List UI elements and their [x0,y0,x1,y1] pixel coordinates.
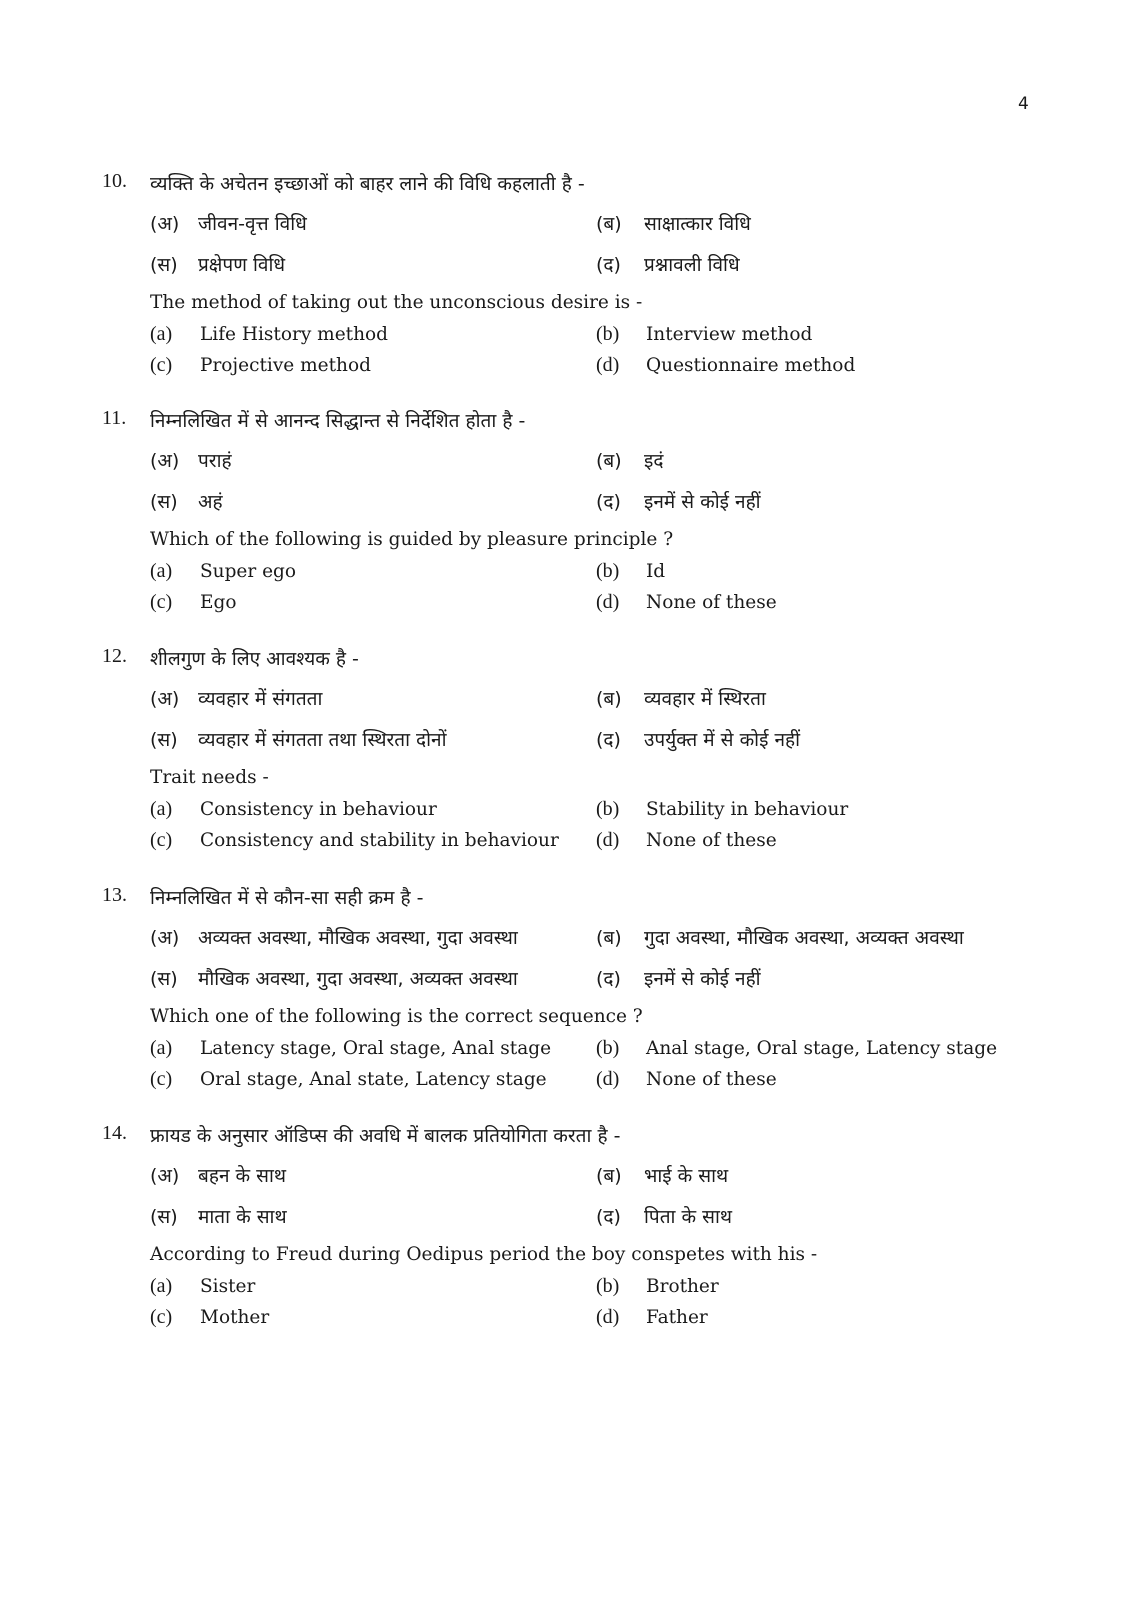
question-number: 14. [102,1122,127,1144]
question-text-english: Trait needs - [150,767,269,788]
option-english-b [596,323,812,346]
option-hindi-a [150,685,322,711]
question-14 [102,1122,1032,1337]
question-text-hindi: शीलगुण के लिए आवश्यक है - [150,648,359,670]
option-english-c [150,591,237,614]
option-label: (d) [596,591,620,613]
option-label: (ब) [596,213,622,235]
option-text: Consistency in behaviour [200,799,437,820]
option-text: Super ego [200,561,297,582]
option-text: Life History method [200,324,388,345]
option-label: (ब) [596,450,622,472]
option-text: Consistency and stability in behaviour [200,830,559,851]
option-text: पिता के साथ [644,1206,733,1228]
option-label: (b) [596,323,620,345]
option-text: Anal stage, Oral stage, Latency stage [646,1038,998,1059]
option-label: (a) [150,1037,173,1059]
option-text: प्रश्नावली विधि [644,254,740,276]
option-label: (d) [596,829,620,851]
option-text: Interview method [646,324,813,345]
option-hindi-c [150,965,518,991]
option-hindi-b [596,685,766,711]
option-text: व्यवहार में स्थिरता [644,688,766,710]
option-text: व्यवहार में संगतता [198,688,323,710]
option-label: (c) [150,354,173,376]
option-hindi-a [150,210,307,236]
question-number: 11. [102,407,127,429]
option-label: (ब) [596,927,622,949]
option-label: (स) [150,491,178,513]
option-text: साक्षात्कार विधि [644,213,751,235]
option-english-a [150,560,296,583]
option-text: इदं [644,450,664,472]
option-text: अहं [198,491,223,513]
option-label: (d) [596,1068,620,1090]
option-label: (c) [150,1306,173,1328]
option-text: अव्यक्त अवस्था, मौखिक अवस्था, गुदा अवस्था [198,927,518,949]
option-hindi-c [150,488,223,514]
option-label: (d) [596,354,620,376]
option-label: (स) [150,1206,178,1228]
option-label: (अ) [150,688,180,710]
option-hindi-c [150,1203,287,1229]
question-number: 12. [102,645,127,667]
option-text: Father [646,1307,708,1328]
option-label: (a) [150,1275,173,1297]
option-english-c [150,354,371,377]
option-label: (द) [596,968,621,990]
option-text: भाई के साथ [644,1165,729,1187]
option-text: Questionnaire method [646,355,856,376]
option-label: (b) [596,560,620,582]
option-text: Mother [200,1307,270,1328]
option-english-c [150,1306,269,1329]
option-text: Brother [646,1276,719,1297]
option-english-b [596,1275,719,1298]
option-text: None of these [646,830,777,851]
question-11 [102,407,1032,622]
option-english-d [596,1306,708,1329]
option-label: (d) [596,1306,620,1328]
question-text-english: According to Freud during Oedipus period the boy conspetes with his - [150,1244,818,1265]
option-text: इनमें से कोई नहीं [644,491,761,513]
question-13 [102,884,1032,1099]
option-hindi-b [596,447,663,473]
option-label: (द) [596,491,621,513]
option-english-a [150,798,437,821]
page-number: 4 [1018,94,1029,114]
option-label: (ब) [596,688,622,710]
option-text: Stability in behaviour [646,799,849,820]
option-label: (b) [596,798,620,820]
option-english-b [596,1037,997,1060]
option-label: (c) [150,1068,173,1090]
option-hindi-a [150,447,232,473]
option-hindi-a [150,924,518,950]
option-hindi-a [150,1162,286,1188]
option-label: (अ) [150,213,180,235]
option-hindi-d [596,1203,732,1229]
option-hindi-d [596,251,740,277]
option-text: जीवन-वृत्त विधि [198,213,307,235]
option-text: Projective method [200,355,371,376]
option-label: (अ) [150,450,180,472]
option-text: माता के साथ [198,1206,287,1228]
option-hindi-d [596,965,761,991]
option-label: (द) [596,729,621,751]
question-number: 13. [102,884,127,906]
option-label: (b) [596,1037,620,1059]
option-text: मौखिक अवस्था, गुदा अवस्था, अव्यक्त अवस्था [198,968,518,990]
option-english-c [150,829,559,852]
option-english-a [150,323,388,346]
question-text-english: Which of the following is guided by pleasure principle ? [150,529,674,550]
question-text-english: Which one of the following is the correct sequence ? [150,1006,643,1027]
question-text-hindi: फ्रायड के अनुसार ऑडिप्स की अवधि में बालक प्रतियोगिता करता है - [150,1125,621,1147]
option-label: (a) [150,798,173,820]
option-label: (b) [596,1275,620,1297]
option-hindi-c [150,251,285,277]
question-number: 10. [102,170,127,192]
option-text: Sister [200,1276,256,1297]
option-hindi-d [596,726,800,752]
option-english-a [150,1037,551,1060]
option-label: (c) [150,829,173,851]
option-english-d [596,829,777,852]
option-text: गुदा अवस्था, मौखिक अवस्था, अव्यक्त अवस्था [644,927,964,949]
option-hindi-b [596,210,751,236]
option-text: बहन के साथ [198,1165,287,1187]
option-label: (a) [150,560,173,582]
option-label: (a) [150,323,173,345]
question-text-english: The method of taking out the unconscious desire is - [150,292,643,313]
option-hindi-b [596,1162,728,1188]
option-label: (अ) [150,927,180,949]
option-text: None of these [646,1069,777,1090]
option-text: व्यवहार में संगतता तथा स्थिरता दोनों [198,729,447,751]
question-text-hindi: निम्नलिखित में से आनन्द सिद्धान्त से निर्देशित होता है - [150,410,526,432]
option-hindi-c [150,726,447,752]
question-text-hindi: निम्नलिखित में से कौन-सा सही क्रम है - [150,887,424,909]
option-english-a [150,1275,255,1298]
option-label: (ब) [596,1165,622,1187]
question-10 [102,170,1032,385]
option-text: इनमें से कोई नहीं [644,968,761,990]
option-hindi-b [596,924,964,950]
option-english-d [596,1068,777,1091]
option-english-c [150,1068,547,1091]
option-text: Ego [200,592,237,613]
option-text: None of these [646,592,777,613]
option-text: Id [646,561,666,582]
option-label: (स) [150,254,178,276]
option-text: प्रक्षेपण विधि [198,254,286,276]
question-12 [102,645,1032,860]
option-label: (स) [150,729,178,751]
option-english-b [596,798,848,821]
option-hindi-d [596,488,761,514]
option-label: (अ) [150,1165,180,1187]
option-label: (स) [150,968,178,990]
option-label: (c) [150,591,173,613]
option-label: (द) [596,1206,621,1228]
option-english-b [596,560,665,583]
option-text: Latency stage, Oral stage, Anal stage [200,1038,552,1059]
option-text: Oral stage, Anal state, Latency stage [200,1069,547,1090]
option-text: पराहं [198,450,232,472]
question-text-hindi: व्यक्ति के अचेतन इच्छाओं को बाहर लाने की विधि कहलाती है - [150,173,585,195]
option-english-d [596,354,855,377]
option-text: उपर्युक्त में से कोई नहीं [644,729,800,751]
option-label: (द) [596,254,621,276]
option-english-d [596,591,777,614]
